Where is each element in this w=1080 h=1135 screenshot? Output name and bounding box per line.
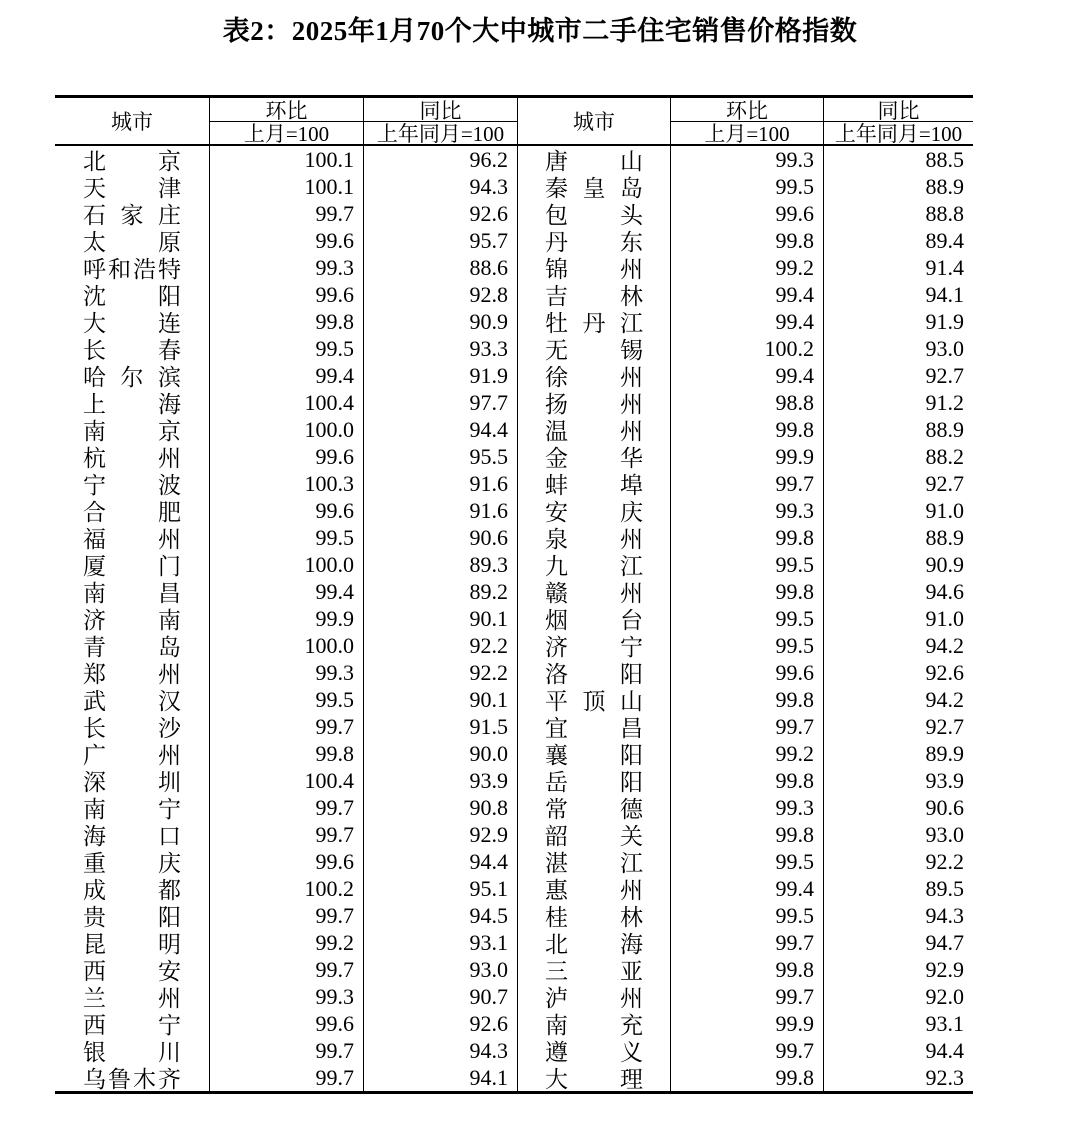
city-cell	[517, 389, 670, 416]
city-cell	[55, 821, 209, 848]
yoy-value: 93.1	[363, 929, 517, 956]
city-name: 天 津	[83, 176, 181, 200]
city-name: 宜 昌	[545, 716, 643, 740]
yoy-value: 92.0	[823, 983, 973, 1010]
yoy-value: 92.6	[363, 1010, 517, 1037]
city-cell	[55, 875, 209, 902]
city-cell	[517, 551, 670, 578]
city-cell	[55, 200, 209, 227]
city-name: 西 安	[83, 959, 181, 983]
city-name: 大 连	[83, 311, 181, 335]
yoy-value: 93.1	[823, 1010, 973, 1037]
city-name: 广 州	[83, 743, 181, 767]
city-cell	[55, 335, 209, 362]
mom-value: 99.7	[209, 902, 363, 929]
city-name: 秦 皇 岛	[545, 176, 643, 200]
city-name: 贵 阳	[83, 905, 181, 929]
city-cell	[517, 524, 670, 551]
mom-value: 99.6	[209, 1010, 363, 1037]
city-cell	[55, 848, 209, 875]
mom-value: 99.4	[670, 875, 823, 902]
city-name: 无 锡	[545, 338, 643, 362]
city-name: 丹 东	[545, 230, 643, 254]
yoy-value: 95.1	[363, 875, 517, 902]
mom-value: 99.5	[209, 335, 363, 362]
city-name: 吉 林	[545, 284, 643, 308]
city-name: 赣 州	[545, 581, 643, 605]
mom-value: 99.5	[670, 902, 823, 929]
city-cell	[517, 956, 670, 983]
city-cell	[55, 146, 209, 173]
yoy-value: 88.9	[823, 173, 973, 200]
mom-value: 99.7	[209, 1064, 363, 1091]
mom-value: 99.7	[209, 794, 363, 821]
city-name: 常 德	[545, 797, 643, 821]
city-name: 岳 阳	[545, 770, 643, 794]
city-cell	[55, 659, 209, 686]
city-cell	[55, 497, 209, 524]
yoy-value: 94.3	[363, 1037, 517, 1064]
city-cell	[55, 632, 209, 659]
price-index-table	[55, 95, 973, 1094]
city-name: 呼 和 浩 特	[83, 257, 181, 281]
mom-value: 99.7	[209, 1037, 363, 1064]
yoy-value: 91.9	[823, 308, 973, 335]
yoy-value: 88.9	[823, 416, 973, 443]
mom-value: 99.7	[209, 713, 363, 740]
city-cell	[517, 146, 670, 173]
yoy-value: 94.4	[363, 848, 517, 875]
city-cell	[55, 227, 209, 254]
city-cell	[55, 362, 209, 389]
mom-value: 99.4	[670, 281, 823, 308]
mom-value: 98.8	[670, 389, 823, 416]
yoy-value: 94.2	[823, 632, 973, 659]
city-cell	[517, 1064, 670, 1091]
yoy-value: 90.6	[363, 524, 517, 551]
yoy-value: 92.2	[363, 632, 517, 659]
city-cell	[55, 254, 209, 281]
city-cell	[55, 686, 209, 713]
city-cell	[517, 767, 670, 794]
mom-value: 99.8	[670, 686, 823, 713]
city-name: 洛 阳	[545, 662, 643, 686]
yoy-value: 93.3	[363, 335, 517, 362]
city-cell	[517, 713, 670, 740]
mom-value: 99.7	[670, 929, 823, 956]
yoy-value: 89.5	[823, 875, 973, 902]
city-cell	[55, 929, 209, 956]
yoy-value: 94.4	[823, 1037, 973, 1064]
mom-value: 99.8	[209, 308, 363, 335]
yoy-value: 94.1	[823, 281, 973, 308]
city-name: 襄 阳	[545, 743, 643, 767]
mom-value: 99.7	[670, 1037, 823, 1064]
city-name: 唐 山	[545, 149, 643, 173]
city-name: 济 南	[83, 608, 181, 632]
city-name: 深 圳	[83, 770, 181, 794]
yoy-value: 91.2	[823, 389, 973, 416]
yoy-value: 88.9	[823, 524, 973, 551]
yoy-value: 90.9	[363, 308, 517, 335]
city-cell	[517, 632, 670, 659]
mom-value: 99.6	[209, 281, 363, 308]
mom-value: 99.5	[670, 848, 823, 875]
city-cell	[517, 470, 670, 497]
city-name: 银 川	[83, 1040, 181, 1064]
mom-value: 99.7	[209, 821, 363, 848]
mom-value: 100.4	[209, 389, 363, 416]
mom-value: 99.5	[209, 524, 363, 551]
yoy-value: 88.6	[363, 254, 517, 281]
mom-value: 99.5	[209, 686, 363, 713]
city-cell	[517, 983, 670, 1010]
yoy-value: 92.2	[823, 848, 973, 875]
yoy-value: 91.5	[363, 713, 517, 740]
mom-value: 99.8	[670, 767, 823, 794]
city-cell	[517, 362, 670, 389]
city-name: 包 头	[545, 203, 643, 227]
mom-value: 99.9	[209, 605, 363, 632]
header-city-right: 城市	[517, 98, 670, 146]
yoy-value: 92.6	[363, 200, 517, 227]
city-cell	[517, 281, 670, 308]
city-cell	[55, 713, 209, 740]
mom-value: 99.7	[670, 983, 823, 1010]
yoy-value: 94.7	[823, 929, 973, 956]
mom-value: 99.7	[209, 200, 363, 227]
header-mom-base-right: 上月=100	[670, 122, 823, 146]
yoy-value: 91.4	[823, 254, 973, 281]
city-name: 成 都	[83, 878, 181, 902]
city-cell	[517, 902, 670, 929]
city-cell	[517, 659, 670, 686]
yoy-value: 92.6	[823, 659, 973, 686]
yoy-value: 93.9	[363, 767, 517, 794]
city-cell	[55, 389, 209, 416]
header-yoy-right: 同比	[823, 98, 973, 122]
yoy-value: 94.6	[823, 578, 973, 605]
yoy-value: 89.9	[823, 740, 973, 767]
yoy-value: 89.3	[363, 551, 517, 578]
yoy-value: 90.8	[363, 794, 517, 821]
city-name: 北 京	[83, 149, 181, 173]
city-cell	[55, 956, 209, 983]
yoy-value: 93.9	[823, 767, 973, 794]
header-mom-left: 环比	[209, 98, 363, 122]
city-name: 南 充	[545, 1013, 643, 1037]
city-name: 韶 关	[545, 824, 643, 848]
mom-value: 99.7	[670, 713, 823, 740]
city-name: 南 昌	[83, 581, 181, 605]
mom-value: 100.0	[209, 416, 363, 443]
city-cell	[55, 551, 209, 578]
yoy-value: 89.4	[823, 227, 973, 254]
city-name: 合 肥	[83, 500, 181, 524]
yoy-value: 88.5	[823, 146, 973, 173]
yoy-value: 92.7	[823, 470, 973, 497]
mom-value: 99.6	[209, 848, 363, 875]
header-yoy-left: 同比	[363, 98, 517, 122]
mom-value: 99.8	[670, 416, 823, 443]
mom-value: 99.4	[670, 308, 823, 335]
mom-value: 99.8	[670, 227, 823, 254]
city-name: 惠 州	[545, 878, 643, 902]
mom-value: 99.4	[209, 362, 363, 389]
mom-value: 99.6	[209, 497, 363, 524]
city-name: 兰 州	[83, 986, 181, 1010]
mom-value: 99.3	[209, 254, 363, 281]
header-mom-right: 环比	[670, 98, 823, 122]
city-name: 长 春	[83, 338, 181, 362]
mom-value: 99.5	[670, 605, 823, 632]
mom-value: 99.5	[670, 632, 823, 659]
yoy-value: 90.6	[823, 794, 973, 821]
city-cell	[517, 1037, 670, 1064]
city-cell	[55, 740, 209, 767]
city-name: 南 京	[83, 419, 181, 443]
yoy-value: 91.0	[823, 497, 973, 524]
mom-value: 100.4	[209, 767, 363, 794]
city-cell	[55, 767, 209, 794]
city-cell	[517, 200, 670, 227]
mom-value: 99.4	[209, 578, 363, 605]
mom-value: 100.1	[209, 146, 363, 173]
yoy-value: 93.0	[363, 956, 517, 983]
city-name: 桂 林	[545, 905, 643, 929]
city-name: 牡 丹 江	[545, 311, 643, 335]
city-cell	[517, 578, 670, 605]
yoy-value: 88.8	[823, 200, 973, 227]
city-name: 锦 州	[545, 257, 643, 281]
yoy-value: 93.0	[823, 821, 973, 848]
yoy-value: 97.7	[363, 389, 517, 416]
city-cell	[517, 875, 670, 902]
city-name: 厦 门	[83, 554, 181, 578]
city-name: 遵 义	[545, 1040, 643, 1064]
city-name: 扬 州	[545, 392, 643, 416]
mom-value: 99.8	[670, 956, 823, 983]
mom-value: 99.3	[209, 659, 363, 686]
city-cell	[55, 1010, 209, 1037]
city-cell	[55, 173, 209, 200]
city-cell	[517, 443, 670, 470]
mom-value: 99.4	[670, 362, 823, 389]
city-name: 温 州	[545, 419, 643, 443]
page-title: 表2：2025年1月70个大中城市二手住宅销售价格指数	[222, 16, 858, 46]
city-cell	[55, 524, 209, 551]
city-cell	[517, 794, 670, 821]
yoy-value: 90.1	[363, 605, 517, 632]
city-cell	[517, 821, 670, 848]
city-name: 海 口	[83, 824, 181, 848]
city-name: 石 家 庄	[83, 203, 181, 227]
yoy-value: 92.3	[823, 1064, 973, 1091]
yoy-value: 96.2	[363, 146, 517, 173]
yoy-value: 94.2	[823, 686, 973, 713]
mom-value: 99.5	[670, 551, 823, 578]
city-name: 上 海	[83, 392, 181, 416]
mom-value: 99.8	[209, 740, 363, 767]
mom-value: 99.2	[670, 254, 823, 281]
city-name: 烟 台	[545, 608, 643, 632]
yoy-value: 91.9	[363, 362, 517, 389]
mom-value: 99.8	[670, 578, 823, 605]
mom-value: 99.5	[670, 173, 823, 200]
city-name: 西 宁	[83, 1013, 181, 1037]
city-cell	[517, 173, 670, 200]
city-name: 九 江	[545, 554, 643, 578]
header-yoy-base-right: 上年同月=100	[823, 122, 973, 146]
mom-value: 99.9	[670, 1010, 823, 1037]
city-cell	[55, 794, 209, 821]
city-name: 蚌 埠	[545, 473, 643, 497]
yoy-value: 92.9	[363, 821, 517, 848]
header-yoy-base-left: 上年同月=100	[363, 122, 517, 146]
yoy-value: 94.4	[363, 416, 517, 443]
yoy-value: 89.2	[363, 578, 517, 605]
city-cell	[517, 254, 670, 281]
mom-value: 100.1	[209, 173, 363, 200]
mom-value: 99.2	[209, 929, 363, 956]
mom-value: 99.6	[670, 659, 823, 686]
city-name: 昆 明	[83, 932, 181, 956]
yoy-value: 93.0	[823, 335, 973, 362]
city-cell	[517, 848, 670, 875]
city-cell	[517, 227, 670, 254]
mom-value: 99.6	[209, 443, 363, 470]
yoy-value: 95.5	[363, 443, 517, 470]
city-cell	[55, 308, 209, 335]
mom-value: 99.3	[670, 794, 823, 821]
city-name: 北 海	[545, 932, 643, 956]
mom-value: 100.2	[209, 875, 363, 902]
city-cell	[517, 929, 670, 956]
yoy-value: 92.8	[363, 281, 517, 308]
mom-value: 99.3	[670, 146, 823, 173]
city-name: 哈 尔 滨	[83, 365, 181, 389]
yoy-value: 90.1	[363, 686, 517, 713]
mom-value: 99.7	[209, 956, 363, 983]
mom-value: 99.3	[670, 497, 823, 524]
yoy-value: 88.2	[823, 443, 973, 470]
city-cell	[55, 416, 209, 443]
city-cell	[55, 443, 209, 470]
yoy-value: 90.9	[823, 551, 973, 578]
city-name: 长 沙	[83, 716, 181, 740]
city-cell	[517, 497, 670, 524]
city-cell	[517, 605, 670, 632]
yoy-value: 94.3	[363, 173, 517, 200]
yoy-value: 91.6	[363, 497, 517, 524]
city-name: 乌 鲁 木 齐	[83, 1067, 181, 1091]
city-name: 沈 阳	[83, 284, 181, 308]
city-cell	[55, 1037, 209, 1064]
city-name: 宁 波	[83, 473, 181, 497]
mom-value: 99.9	[670, 443, 823, 470]
city-cell	[55, 605, 209, 632]
city-name: 济 宁	[545, 635, 643, 659]
yoy-value: 95.7	[363, 227, 517, 254]
mom-value: 99.6	[209, 227, 363, 254]
city-name: 三 亚	[545, 959, 643, 983]
mom-value: 99.8	[670, 821, 823, 848]
city-name: 大 理	[545, 1067, 643, 1091]
yoy-value: 92.2	[363, 659, 517, 686]
mom-value: 99.6	[670, 200, 823, 227]
city-name: 徐 州	[545, 365, 643, 389]
mom-value: 99.2	[670, 740, 823, 767]
yoy-value: 94.5	[363, 902, 517, 929]
mom-value: 100.3	[209, 470, 363, 497]
city-name: 南 宁	[83, 797, 181, 821]
city-cell	[55, 1064, 209, 1091]
city-name: 福 州	[83, 527, 181, 551]
yoy-value: 91.0	[823, 605, 973, 632]
city-name: 武 汉	[83, 689, 181, 713]
city-name: 金 华	[545, 446, 643, 470]
city-cell	[55, 902, 209, 929]
city-cell	[55, 470, 209, 497]
city-name: 郑 州	[83, 662, 181, 686]
city-cell	[55, 983, 209, 1010]
city-cell	[517, 1010, 670, 1037]
yoy-value: 92.9	[823, 956, 973, 983]
city-cell	[517, 740, 670, 767]
city-cell	[517, 416, 670, 443]
city-cell	[517, 308, 670, 335]
yoy-value: 92.7	[823, 713, 973, 740]
yoy-value: 94.1	[363, 1064, 517, 1091]
yoy-value: 94.3	[823, 902, 973, 929]
city-cell	[517, 335, 670, 362]
city-name: 湛 江	[545, 851, 643, 875]
mom-value: 100.0	[209, 632, 363, 659]
city-name: 泸 州	[545, 986, 643, 1010]
mom-value: 100.0	[209, 551, 363, 578]
city-name: 重 庆	[83, 851, 181, 875]
yoy-value: 92.7	[823, 362, 973, 389]
city-name: 太 原	[83, 230, 181, 254]
mom-value: 99.8	[670, 524, 823, 551]
yoy-value: 90.0	[363, 740, 517, 767]
yoy-value: 91.6	[363, 470, 517, 497]
city-name: 平 顶 山	[545, 689, 643, 713]
mom-value: 100.2	[670, 335, 823, 362]
city-name: 杭 州	[83, 446, 181, 470]
header-mom-base-left: 上月=100	[209, 122, 363, 146]
city-cell	[55, 281, 209, 308]
mom-value: 99.3	[209, 983, 363, 1010]
city-cell	[517, 686, 670, 713]
city-name: 安 庆	[545, 500, 643, 524]
mom-value: 99.8	[670, 1064, 823, 1091]
city-cell	[55, 578, 209, 605]
mom-value: 99.7	[670, 470, 823, 497]
header-city-left: 城市	[55, 98, 209, 146]
city-name: 青 岛	[83, 635, 181, 659]
yoy-value: 90.7	[363, 983, 517, 1010]
city-name: 泉 州	[545, 527, 643, 551]
